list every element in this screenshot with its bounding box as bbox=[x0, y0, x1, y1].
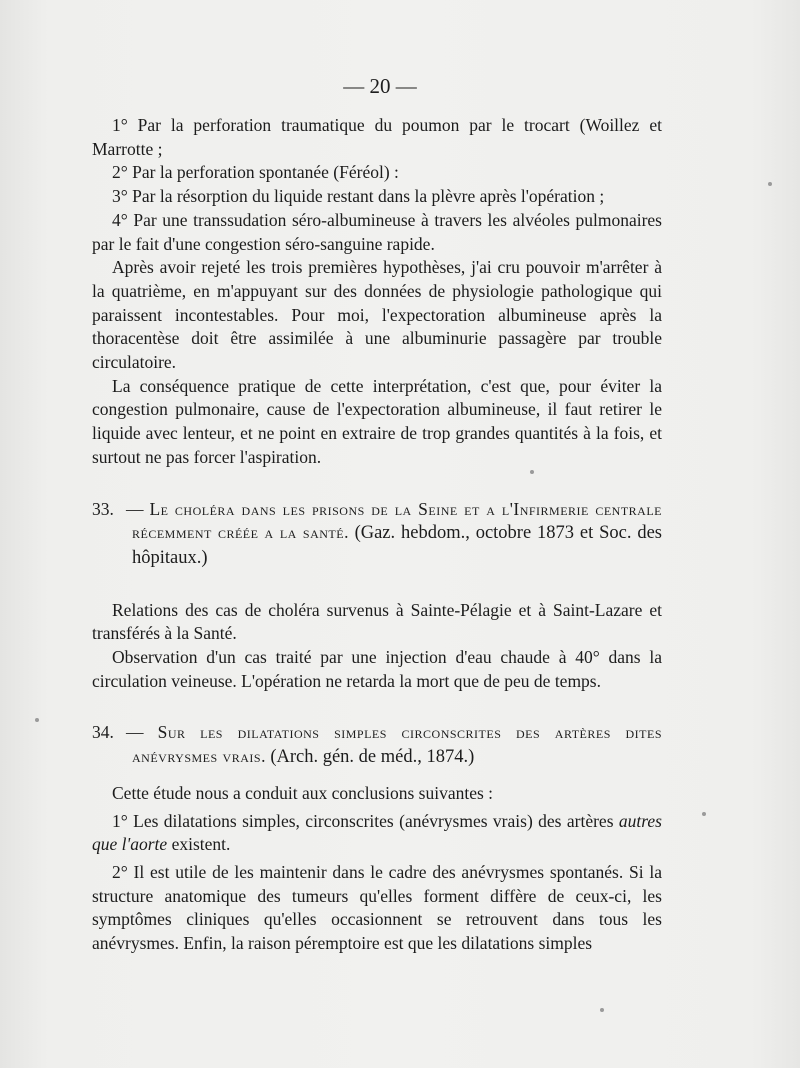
paragraph-hypothesis-2: 2° Par la perforation spontanée (Féréol) : bbox=[112, 162, 399, 183]
paragraph-hypothesis-3: 3° Par la résorption du liquide restant dans la plèvre après l'opération ; bbox=[112, 186, 605, 207]
entry-34-point-1-lead: 1° Les dilatations simples, circonscrites (anévrysmes vrais) des artères bbox=[112, 810, 614, 831]
entry-33-heading bbox=[92, 498, 662, 571]
entry-33-title: Le choléra dans les prisons de la Seine et a l'Infirmerie centrale récemment créée a la santé. bbox=[132, 498, 662, 543]
paper-speck bbox=[768, 182, 772, 186]
paper-speck bbox=[600, 1008, 604, 1012]
entry-33-number: 33. bbox=[92, 498, 114, 519]
entry-34-point-2: 2° Il est utile de les maintenir dans le cadre des anévrysmes spontanés. Si la structure anatomique des tumeurs qu'elles forment diffère de ceux-ci, les symptômes cliniques qu'elles occasionnent se retrouvent dans tous les anévrysmes. Enfin, la raison péremptoire est que les dilatations simples bbox=[92, 861, 662, 954]
entry-33-paragraph-2: Observation d'un cas traité par une injection d'eau chaude à 40° dans la circulation veineuse. L'opération ne retarda la mort que de peu de temps. bbox=[92, 647, 662, 691]
entry-34-intro: Cette étude nous a conduit aux conclusions suivantes : bbox=[112, 782, 494, 803]
entry-34-title: Sur les dilatations simples circonscrites des artères dites anévrysmes vrais. bbox=[132, 722, 663, 767]
entry-33-source: (Gaz. hebdom., octobre 1873 et Soc. des hôpitaux.) bbox=[132, 523, 662, 568]
entry-34-number: 34. bbox=[92, 722, 114, 743]
entry-34-point-1-italic: autres que l'aorte bbox=[92, 810, 662, 855]
paragraph-hypothesis-4: 4° Par une transsudation séro-albumineuse à travers les alvéoles pulmonaires par le fait d'une congestion séro-sanguine rapide. bbox=[92, 209, 662, 254]
paragraph-hypothesis-1: 1° Par la perforation traumatique du poumon par le trocart (Woillez et Marrotte ; bbox=[92, 115, 662, 159]
entry-33-paragraph-1: Relations des cas de choléra survenus à Sainte-Pélagie et à Saint-Lazare et transférés à la Santé. bbox=[92, 599, 662, 644]
paragraph-practical: La conséquence pratique de cette interprétation, c'est que, pour éviter la congestion pulmonaire, cause de l'expectoration albumineuse, il faut retirer le liquide avec lenteur, et ne point en extraire de trop grandes quantités à la fois, et surtout ne pas forcer l'aspiration. bbox=[92, 375, 662, 467]
entry-34-source: (Arch. gén. de méd., 1874.) bbox=[270, 747, 475, 768]
entry-34-dash: — bbox=[126, 722, 144, 743]
entry-33 bbox=[92, 498, 662, 694]
entry-34 bbox=[92, 721, 662, 955]
paragraph-conclusion: Après avoir rejeté les trois premières hypothèses, j'ai cru pouvoir m'arrêter à la quatrième, en m'appuyant sur des données de physiologie pathologique qui paraissent incontestables. Pour moi, l'expectoration albumineuse après la thoracentèse doit être assimilée à une albuminurie passagère par trouble circulatoire. bbox=[92, 257, 662, 373]
body-text bbox=[92, 114, 662, 956]
paper-speck bbox=[530, 470, 534, 474]
paper-speck bbox=[702, 812, 706, 816]
entry-34-point-1-tail: existent. bbox=[171, 834, 231, 855]
entry-33-dash: — bbox=[126, 498, 144, 519]
page-number: — 20 — bbox=[343, 74, 417, 98]
entry-34-heading bbox=[92, 721, 662, 769]
paper-speck bbox=[35, 718, 39, 722]
entry-34-point-1 bbox=[92, 810, 662, 857]
